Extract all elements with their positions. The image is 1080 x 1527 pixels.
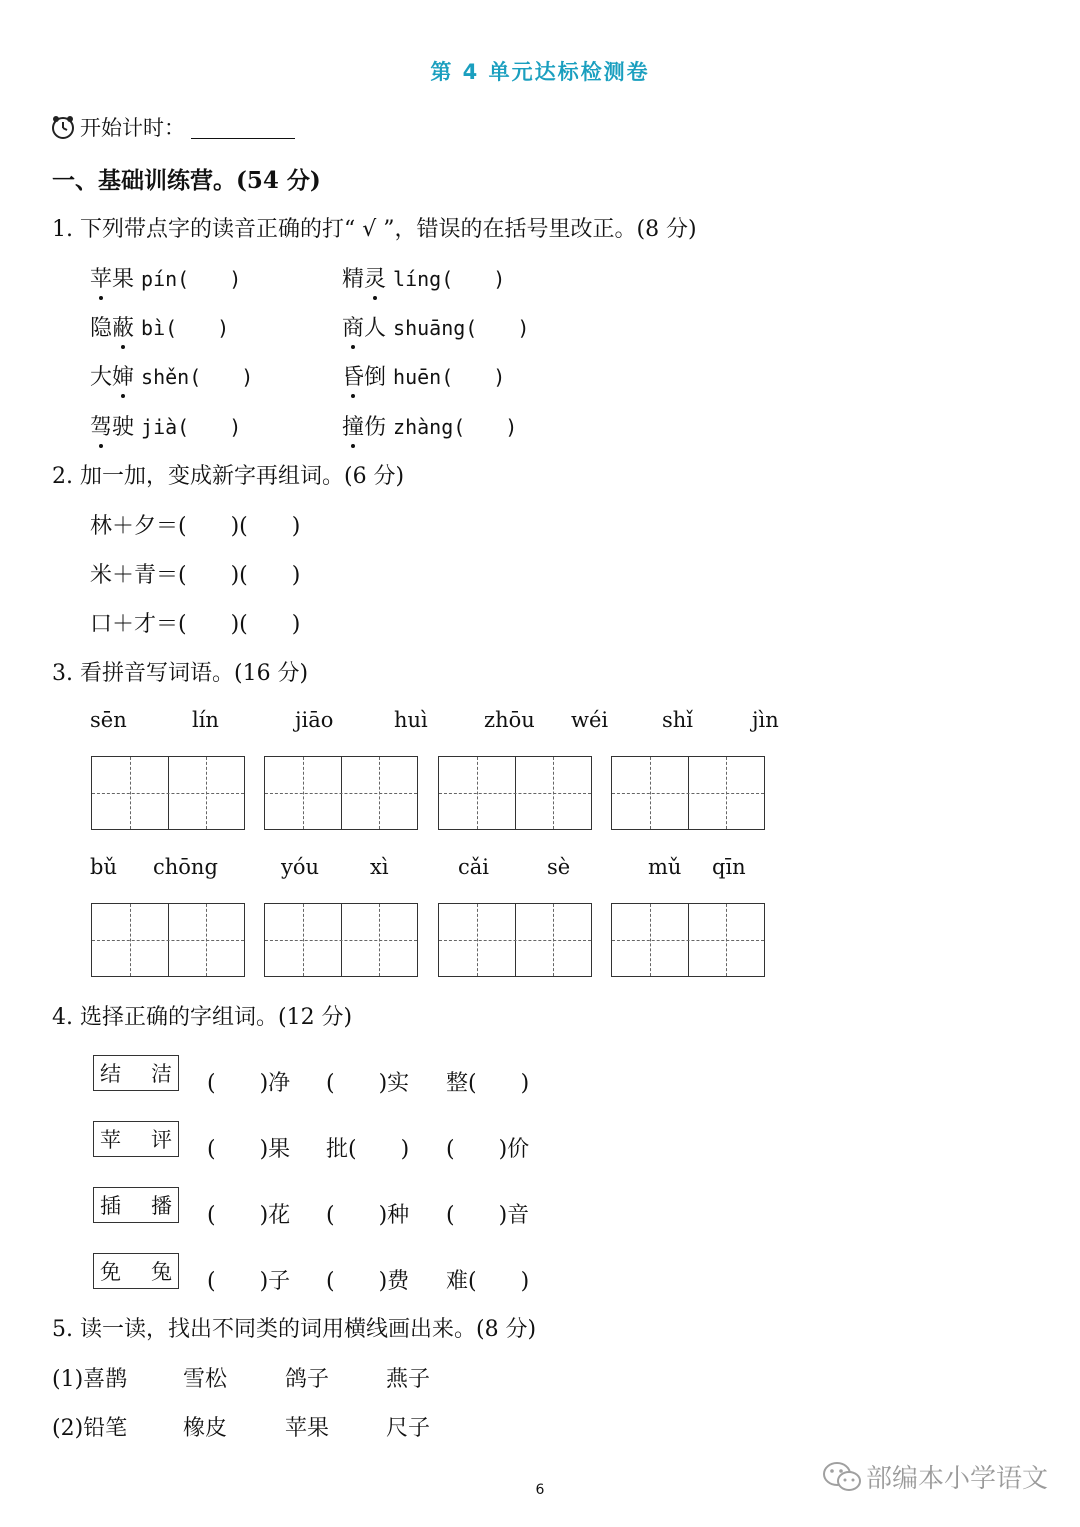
q1-char: 驶: [112, 415, 135, 440]
writing-grid[interactable]: [264, 903, 418, 977]
q1-dotted-char: 昏: [342, 360, 364, 391]
q4-word: ( )果: [207, 1137, 291, 1162]
q4-word: 批( ): [326, 1137, 410, 1162]
char-choice-box: [93, 1253, 179, 1289]
watermark-text: 部编本小学语文: [865, 1464, 1048, 1494]
pinyin-label: lín: [192, 708, 219, 732]
pinyin-label: chōng: [153, 855, 218, 879]
q4-word: ( )子: [207, 1269, 291, 1294]
q1-item: [342, 311, 529, 342]
q2-item: 林＋夕＝( )( ): [90, 514, 301, 539]
writing-grid[interactable]: [91, 756, 245, 830]
q4-word: ( )价: [446, 1137, 530, 1162]
writing-grid[interactable]: [438, 903, 592, 977]
q5-word: 橡皮: [183, 1416, 228, 1441]
pinyin-label: sè: [547, 855, 571, 879]
q1-dotted-char: 商: [342, 311, 364, 342]
q1-pinyin: bì( ): [141, 316, 230, 340]
question-5-prompt: 5. 读一读，找出不同类的词用横线画出来。(8 分): [52, 1317, 537, 1342]
pinyin-label: sēn: [90, 708, 127, 732]
choice-char: 结: [100, 1062, 121, 1086]
q1-item: [342, 360, 505, 391]
q1-dotted-char: 苹: [90, 262, 112, 293]
q1-dotted-char: 蔽: [112, 311, 134, 342]
pinyin-label: jìn: [752, 708, 779, 732]
q1-char: 伤: [364, 415, 387, 440]
writing-grid[interactable]: [611, 903, 765, 977]
pinyin-label: jiāo: [295, 708, 334, 732]
q1-dotted-char: 驾: [90, 410, 112, 441]
q1-item: [342, 262, 505, 293]
q4-word: ( )花: [207, 1203, 291, 1228]
q1-pinyin: shuāng( ): [393, 316, 530, 340]
pinyin-label: cǎi: [458, 855, 489, 879]
q2-item: 口＋才＝( )( ): [90, 612, 301, 637]
q1-pinyin: jià( ): [141, 415, 242, 439]
choice-char: 播: [151, 1194, 172, 1218]
choice-char: 洁: [151, 1062, 172, 1086]
q5-word: 鸽子: [285, 1367, 330, 1392]
section-heading: 一、基础训练营。(54 分): [52, 167, 321, 194]
pinyin-label: qīn: [712, 855, 746, 879]
q1-pinyin: shěn( ): [141, 365, 254, 389]
writing-grid[interactable]: [438, 756, 592, 830]
q1-item: [90, 410, 241, 441]
q4-word: 难( ): [446, 1269, 530, 1294]
choice-char: 免: [100, 1260, 121, 1284]
q4-word: ( )净: [207, 1071, 291, 1096]
q1-char: 大: [90, 365, 113, 390]
q5-word: 雪松: [183, 1367, 228, 1392]
pinyin-label: mǔ: [648, 855, 682, 879]
timer-line: [50, 112, 295, 142]
q1-char: 隐: [90, 316, 113, 341]
q5-word: (2)铅笔: [52, 1416, 128, 1441]
q1-char: 倒: [364, 365, 387, 390]
q5-word: (1)喜鹊: [52, 1367, 128, 1392]
char-choice-box: [93, 1187, 179, 1223]
q2-item: 米＋青＝( )( ): [90, 563, 301, 588]
question-2-prompt: 2. 加一加，变成新字再组词。(6 分): [52, 464, 405, 489]
q1-pinyin: pín( ): [141, 267, 242, 291]
q1-char: 果: [112, 267, 135, 292]
choice-char: 评: [151, 1128, 172, 1152]
q5-word: 尺子: [386, 1416, 431, 1441]
q1-item: [90, 360, 253, 391]
question-4-prompt: 4. 选择正确的字组词。(12 分): [52, 1005, 353, 1030]
writing-grid[interactable]: [264, 756, 418, 830]
pinyin-label: wéi: [571, 708, 609, 732]
pinyin-label: yóu: [281, 855, 320, 879]
q4-word: ( )费: [326, 1269, 410, 1294]
watermark: [822, 1458, 1048, 1495]
wechat-icon: [822, 1460, 862, 1494]
pinyin-label: bǔ: [90, 855, 117, 879]
q1-item: [90, 262, 241, 293]
char-choice-box: [93, 1055, 179, 1091]
q4-word: ( )种: [326, 1203, 410, 1228]
choice-char: 插: [100, 1194, 121, 1218]
q1-char: 人: [364, 316, 387, 341]
timer-blank[interactable]: [191, 116, 295, 139]
q1-char: 精: [342, 267, 365, 292]
writing-grid[interactable]: [91, 903, 245, 977]
q1-pinyin: líng( ): [393, 267, 506, 291]
page-title: 第 4 单元达标检测卷: [430, 60, 650, 84]
q1-item: [342, 410, 517, 441]
choice-char: 苹: [100, 1128, 121, 1152]
char-choice-box: [93, 1121, 179, 1157]
pinyin-label: zhōu: [484, 708, 535, 732]
timer-label: 开始计时：: [80, 116, 185, 140]
q1-pinyin: zhàng( ): [393, 415, 518, 439]
q5-word: 燕子: [386, 1367, 431, 1392]
pinyin-label: huì: [394, 708, 428, 732]
q1-item: [90, 311, 229, 342]
writing-grid[interactable]: [611, 756, 765, 830]
pinyin-label: shǐ: [662, 708, 694, 732]
q4-word: 整( ): [446, 1071, 530, 1096]
q4-word: ( )音: [446, 1203, 530, 1228]
choice-char: 兔: [151, 1260, 172, 1284]
question-3-prompt: 3. 看拼音写词语。(16 分): [52, 661, 309, 686]
q1-dotted-char: 撞: [342, 410, 364, 441]
q1-dotted-char: 灵: [364, 262, 386, 293]
alarm-clock-icon: [50, 114, 76, 140]
q5-word: 苹果: [285, 1416, 330, 1441]
pinyin-label: xì: [370, 855, 389, 879]
page-number: 6: [535, 1482, 545, 1498]
q1-dotted-char: 婶: [112, 360, 134, 391]
q1-pinyin: huēn( ): [393, 365, 506, 389]
question-1-prompt: 1. 下列带点字的读音正确的打“ √ ”，错误的在括号里改正。(8 分): [52, 217, 697, 242]
q4-word: ( )实: [326, 1071, 410, 1096]
